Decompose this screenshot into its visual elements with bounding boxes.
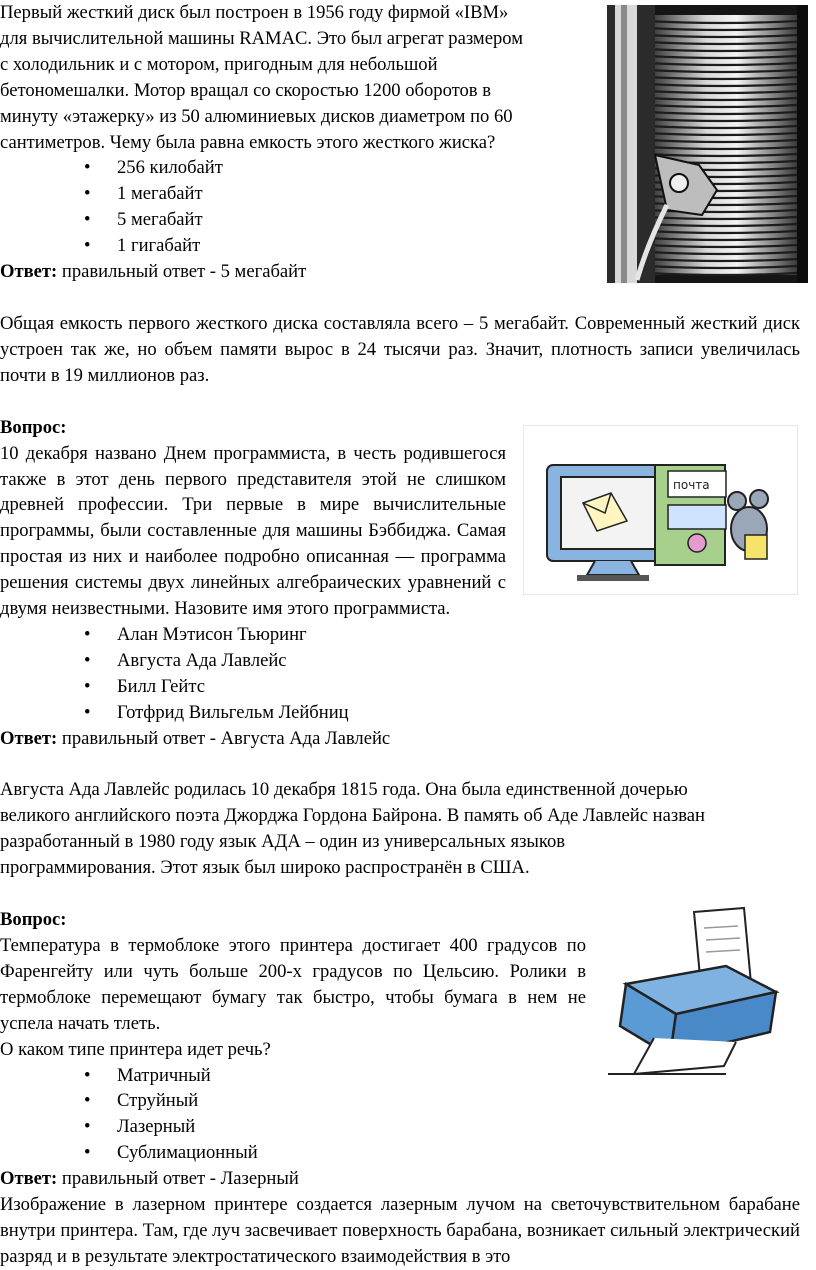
q3-heading-text: Вопрос: bbox=[0, 909, 67, 931]
q3-text: Температура в термоблоке этого принтера достигает 400 градусов по Фаренгейту или чуть больше 200-х градусов по Цельсию. Ролики в термоблоке перемещают бумагу так быстро, чтобы бумага в нем не успела начать тлеть. bbox=[0, 935, 586, 1034]
q2-explanation-line: разработанный в 1980 году язык АДА – один из универсальных языков bbox=[0, 831, 566, 853]
mailbox-label: почта bbox=[673, 478, 710, 492]
q1-line: сантиметров. Чему была равна емкость этого жесткого жиска? bbox=[0, 131, 496, 153]
q3-answer-text: правильный ответ - Лазерный bbox=[57, 1168, 299, 1190]
q3-heading bbox=[0, 907, 816, 933]
q1-answer bbox=[0, 259, 816, 285]
q3-explanation: Изображение в лазерном принтере создается лазерным лучом на светочувствительном барабане внутри принтера. Там, где луч засвечивает поверхность барабана, возникает сильный электрический разряд и в результате электростатического взаимодействия в это bbox=[0, 1194, 800, 1267]
q1-line: минуту «этажерку» из 50 алюминиевых дисков диаметром по 60 bbox=[0, 105, 513, 127]
q3-option: • Матричный bbox=[0, 1063, 816, 1089]
q2-option: • Готфрид Вильгельм Лейбниц bbox=[0, 700, 816, 726]
q2-heading bbox=[0, 415, 816, 441]
q1-option: • 1 гигабайт bbox=[0, 233, 816, 259]
q3-option: • Струйный bbox=[0, 1088, 816, 1114]
q2-answer bbox=[0, 726, 816, 752]
q3-text2: О каком типе принтера идет речь? bbox=[0, 1038, 271, 1060]
q2-answer-text: правильный ответ - Августа Ада Лавлейс bbox=[57, 727, 391, 749]
q3-answer bbox=[0, 1166, 816, 1192]
q2-answer-label: Ответ: bbox=[0, 727, 58, 749]
q1-answer-label: Ответ: bbox=[0, 261, 58, 283]
q3-option: • Сублимационный bbox=[0, 1140, 816, 1166]
q3-option: • Лазерный bbox=[0, 1114, 816, 1140]
q1-options bbox=[0, 155, 816, 259]
q1-line: для вычислительной машины RAMAC. Это был агрегат размером bbox=[0, 27, 523, 49]
q1-line: бетономешалки. Мотор вращал со скоростью 1200 оборотов в bbox=[0, 79, 491, 101]
q2-explanation bbox=[0, 777, 816, 881]
q3-answer-label: Ответ: bbox=[0, 1168, 58, 1190]
q2-explanation-line: великого английского поэта Джорджа Гордона Байрона. В память об Аде Лавлейс назван bbox=[0, 805, 705, 827]
q1-answer-text: правильный ответ - 5 мегабайт bbox=[57, 261, 307, 283]
q2-option: • Алан Мэтисон Тьюринг bbox=[0, 622, 816, 648]
q1-explanation: Общая емкость первого жесткого диска составляла всего – 5 мегабайт. Современный жесткий диск устроен так же, но объем памяти вырос в 24 тысячи раз. Значит, плотность записи увеличилась почти в 19 миллионов раз. bbox=[0, 312, 800, 386]
q1-line: Первый жесткий диск был построен в 1956 году фирмой «IBM» bbox=[0, 2, 509, 23]
q3-options bbox=[0, 1063, 816, 1167]
q2-explanation-line: Августа Ада Лавлейс родилась 10 декабря 1815 года. Она была единственной дочерью bbox=[0, 779, 688, 801]
q2-option: • Августа Ада Лавлейс bbox=[0, 648, 816, 674]
q2-option: • Билл Гейтс bbox=[0, 674, 816, 700]
q2-options bbox=[0, 622, 816, 726]
q2-explanation-line: программирования. Этот язык был широко распространён в США. bbox=[0, 857, 530, 879]
q2-heading-text: Вопрос: bbox=[0, 416, 67, 438]
q1-option: • 1 мегабайт bbox=[0, 181, 816, 207]
q1-line: с холодильник и с мотором, пригодным для небольшой bbox=[0, 53, 438, 75]
q2-text: 10 декабря названо Днем программиста, в честь родившегося также в этот день первого представителя этой не слишком древней профессии. Три первые в мире вычислительные программы, были составленные для машины Бэббиджа. Самая простая из них и наиболее подробно описанная — программа решения системы двух линейных алгебраических уравнений с двумя неизвестными. Назовите имя этого программиста. bbox=[0, 442, 506, 620]
q1-option: • 256 килобайт bbox=[0, 155, 816, 181]
question-1 bbox=[0, 0, 590, 155]
q1-option: • 5 мегабайт bbox=[0, 207, 816, 233]
